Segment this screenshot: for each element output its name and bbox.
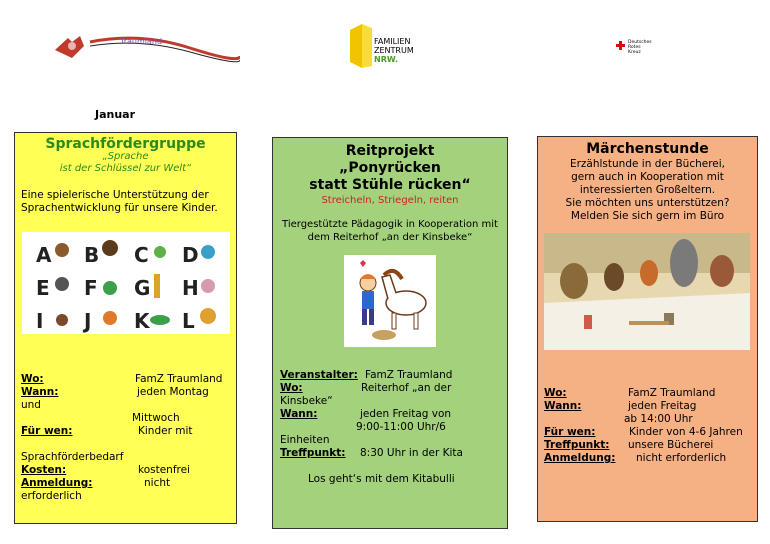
wo-value: FamZ Traumland [135,373,223,385]
wann-value: jeden Montag [137,386,209,398]
wann-cont-2: Einheiten [280,434,330,446]
veranstalter-label: Veranstalter: [280,369,358,381]
fairytale-image [544,233,750,350]
card-intro-1: Eine spielerische Unterstützung der [21,189,209,201]
wann-cont-2: Mittwoch [132,412,180,424]
alphabet-letter: J [84,309,92,333]
fuer-value: Kinder von 4-6 Jahren [629,426,743,438]
sprachfoerder-card [14,132,237,524]
wann-label: Wann: [280,408,318,420]
card-desc-3: interessierten Großeltern. [579,184,716,196]
fuer-label: Für wen: [544,426,596,438]
alphabet-letter: L [182,309,195,333]
anmeldung-cont: erforderlich [21,490,82,502]
reitprojekt-card [272,137,508,529]
alphabet-letter: B [84,243,100,267]
card-desc-5: Melden Sie sich gern im Büro [570,210,725,222]
svg-text:Rotes: Rotes [628,45,641,50]
wann-cont: 9:00-11:00 Uhr/6 [356,421,446,433]
card-subtitle-2: ist der Schlüssel zur Welt“ [59,163,192,174]
card-desc-1: Tiergestützte Pädagogik in Kooperation mit [282,219,498,230]
alphabet-animals-image [22,232,230,334]
svg-text:ZENTRUM: ZENTRUM [374,46,414,55]
red-cross-logo [614,38,664,58]
card-subtitle-1: „Sprache [102,151,149,162]
card-title: Sprachfördergruppe [45,136,206,152]
kosten-label: Kosten: [21,464,67,476]
maerchenstunde-card [537,136,758,522]
anmeldung-label: Anmeldung: [544,452,616,464]
alphabet-letter: I [36,309,44,333]
wo-label: Wo: [544,387,567,399]
wo-cont: Kinsbeke“ [280,395,333,407]
alphabet-letter: H [182,276,199,300]
svg-text:Deutsches: Deutsches [628,40,652,45]
wann-value: jeden Freitag [628,400,697,412]
card-subtitle: Streicheln, Striegeln, reiten [321,195,459,206]
wo-value: FamZ Traumland [628,387,716,399]
pony-image [344,255,436,347]
card-title-2: „Ponyrücken [339,160,441,176]
card-desc-2: dem Reiterhof „an der Kinsbeke“ [307,232,473,243]
wann-label: Wann: [544,400,582,412]
alphabet-letter: E [36,276,50,300]
card-title: Märchenstunde [586,141,709,157]
treffpunkt-value: unsere Bücherei [628,439,714,451]
anmeldung-label: Anmeldung: [21,477,93,489]
treffpunkt-label: Treffpunkt: [280,447,346,459]
alphabet-letter: G [134,276,151,300]
anmeldung-value: nicht erforderlich [636,452,727,464]
fuer-value: Kinder mit [138,425,193,437]
footer-text: Los geht‘s mit dem Kitabulli [308,473,455,485]
card-desc-1: Erzählstunde in der Bücherei, [569,158,726,170]
svg-text:Kreuz: Kreuz [628,50,641,55]
traumland-logo [50,28,240,68]
veranstalter-value: FamZ Traumland [365,369,453,381]
wann-cont-1: und [21,399,41,411]
treffpunkt-value: 8:30 Uhr in der Kita [360,447,463,459]
wann-label: Wann: [21,386,59,398]
month-heading: Januar [95,108,136,121]
alphabet-letter: F [84,276,98,300]
card-desc-2: gern auch in Kooperation mit [571,171,724,183]
card-title-1: Reitprojekt [345,143,435,159]
svg-text:NRW.: NRW. [374,55,399,64]
treffpunkt-label: Treffpunkt: [544,439,610,451]
alphabet-letter: A [36,243,52,267]
wo-label: Wo: [21,373,44,385]
svg-text:Traumland: Traumland [120,37,163,46]
card-title-3: statt Stühle rücken“ [309,177,471,193]
anmeldung-value: nicht [144,477,171,489]
wo-value: Reiterhof „an der [361,382,452,394]
svg-text:FAMILIEN: FAMILIEN [374,37,411,46]
alphabet-letter: K [134,309,150,333]
wann-cont: ab 14:00 Uhr [624,413,693,425]
fuer-label: Für wen: [21,425,73,437]
alphabet-letter: D [182,243,199,267]
card-desc-4: Sie möchten uns unterstützen? [565,197,730,209]
familienzentrum-logo [350,22,425,72]
card-intro-2: Sprachentwicklung für unsere Kinder. [21,202,218,214]
fuer-cont: Sprachförderbedarf [21,451,124,463]
wo-label: Wo: [280,382,303,394]
kosten-value: kostenfrei [138,464,190,476]
alphabet-letter: C [134,243,149,267]
wann-value: jeden Freitag von [360,408,452,420]
